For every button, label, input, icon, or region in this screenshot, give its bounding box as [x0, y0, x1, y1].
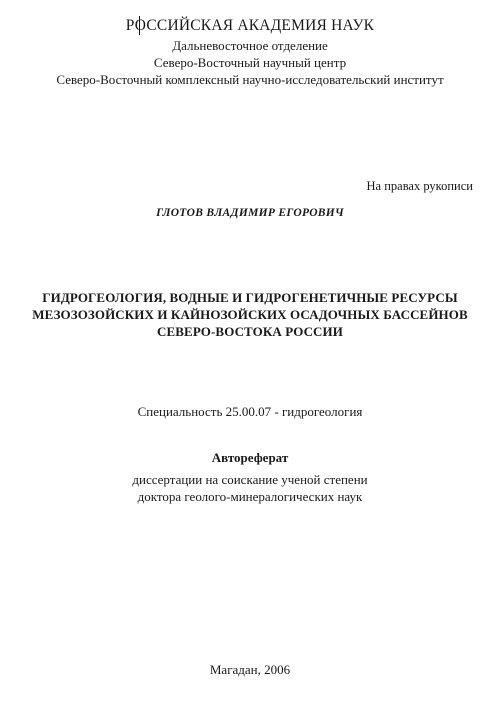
division-line: Дальневосточное отделение [172, 38, 328, 53]
title-line: СЕВЕРО-ВОСТОКА РОССИИ [157, 324, 343, 339]
document-type-heading: Автореферат [211, 450, 289, 465]
place-and-year: Магадан, 2006 [209, 662, 291, 677]
title-line: ГИДРОГЕОЛОГИЯ, ВОДНЫЕ И ГИДРОГЕНЕТИЧНЫЕ РЕСУРСЫ [42, 290, 458, 305]
institute-line: Северо-Восточный комплексный научно-исследовательский институт [56, 72, 444, 87]
purpose-line: диссертации на соискание ученой степени [132, 472, 368, 487]
center-line: Северо-Восточный научный центр [153, 55, 347, 70]
author-name: ГЛОТОВ ВЛАДИМИР ЕГОРОВИЧ [156, 207, 344, 219]
title-line: МЕЗОЗОЗОЙСКИХ И КАЙНОЗОЙСКИХ ОСАДОЧНЫХ БАССЕЙНОВ [32, 307, 468, 322]
organization-heading: РОССИЙСКАЯ АКАДЕМИЯ НАУК [125, 17, 375, 34]
specialty-line: Специальность 25.00.07 - гидрогеология [137, 404, 363, 419]
manuscript-rights-note: На правах рукописи [366, 179, 473, 193]
purpose-line: доктора геолого-минералогических наук [137, 489, 363, 504]
